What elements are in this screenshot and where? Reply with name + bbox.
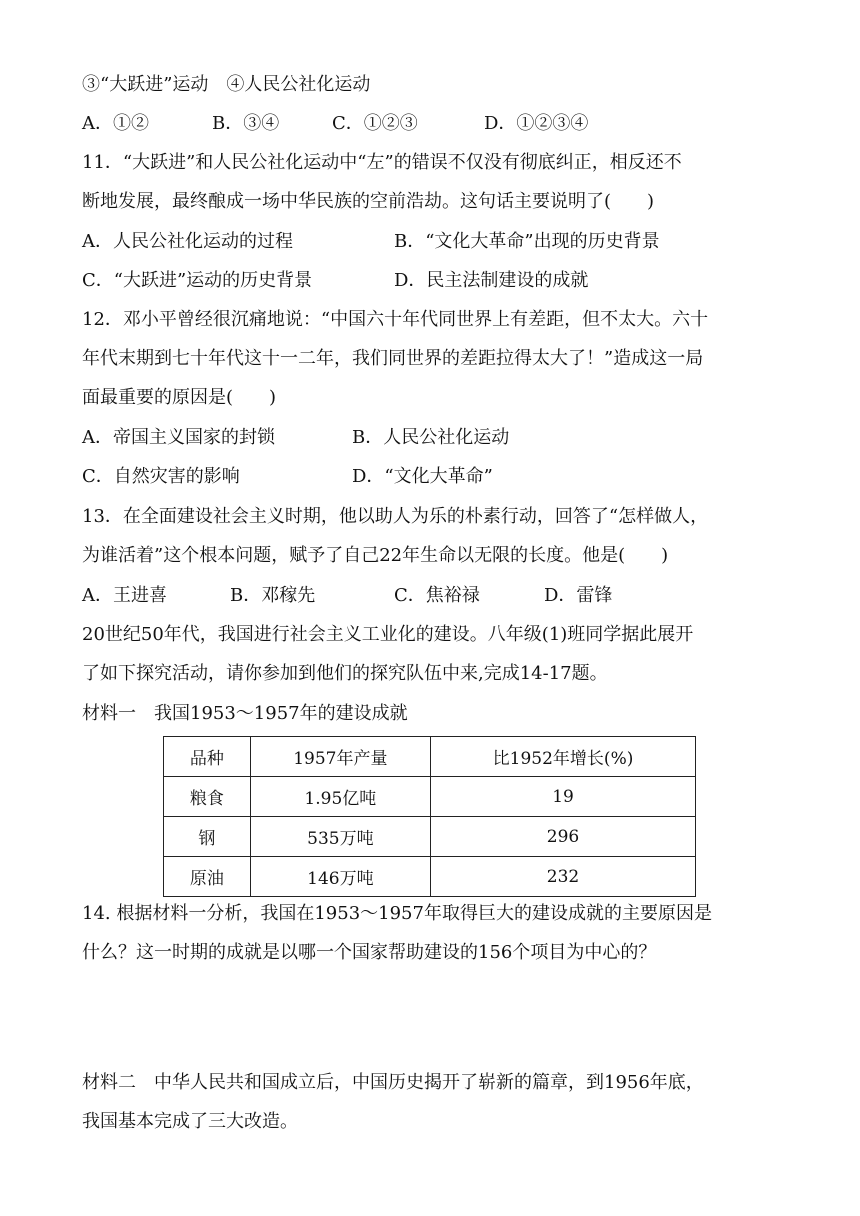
table-cell: 原油 [164, 857, 251, 897]
table-row [164, 777, 696, 817]
q11-text-line2: 断地发展，最终酿成一场中华民族的空前浩劫。这句话主要说明了( ) [82, 191, 655, 212]
q10-option-a: A．①② [82, 113, 149, 134]
table-cell: 1.95亿吨 [250, 777, 430, 817]
q11-option-b: B．“文化大革命”出现的历史背景 [394, 231, 660, 252]
table-header-row [164, 737, 696, 777]
material2-line2: 我国基本完成了三大改造。 [82, 1111, 298, 1132]
q11-option-c: C．“大跃进”运动的历史背景 [82, 270, 313, 291]
q10-option-b: B．③④ [212, 113, 280, 134]
q12-option-b: B．人民公社化运动 [352, 427, 510, 448]
q13-option-d: D．雷锋 [544, 585, 613, 606]
q12-option-c: C．自然灾害的影响 [82, 466, 240, 487]
table-header-cell: 1957年产量 [250, 737, 430, 777]
intro-line2: 了如下探究活动，请你参加到他们的探究队伍中来,完成14-17题。 [82, 663, 608, 684]
q11-text-line1: 11．“大跃进”和人民公社化运动中“左”的错误不仅没有彻底纠正，相反还不 [82, 152, 682, 173]
table-cell: 146万吨 [250, 857, 430, 897]
q11-option-a: A．人民公社化运动的过程 [82, 231, 293, 252]
table-cell: 535万吨 [250, 817, 430, 857]
q10-options-tail: ③“大跃进”运动 ④人民公社化运动 [82, 74, 371, 95]
table-row [164, 857, 696, 897]
q14-text-line1: 14. 根据材料一分析，我国在1953～1957年取得巨大的建设成就的主要原因是 [82, 903, 712, 924]
q11-option-d: D．民主法制建设的成就 [394, 270, 589, 291]
table-cell: 钢 [164, 817, 251, 857]
table-cell: 232 [431, 857, 696, 897]
q13-option-a: A．王进喜 [82, 585, 167, 606]
table-row [164, 817, 696, 857]
q10-option-c: C．①②③ [332, 113, 418, 134]
intro-line1: 20世纪50年代，我国进行社会主义工业化的建设。八年级(1)班同学据此展开 [82, 624, 694, 645]
q12-text-line1: 12．邓小平曾经很沉痛地说：“中国六十年代同世界上有差距，但不太大。六十 [82, 309, 709, 330]
q12-option-d: D．“文化大革命” [352, 466, 493, 487]
table-header-cell: 比1952年增长(%) [431, 737, 696, 777]
q13-option-b: B．邓稼先 [230, 585, 316, 606]
material1-title: 材料一 我国1953～1957年的建设成就 [82, 703, 408, 724]
table-cell: 19 [431, 777, 696, 817]
table-cell: 296 [431, 817, 696, 857]
q12-text-line3: 面最重要的原因是( ) [82, 387, 277, 408]
q14-text-line2: 什么？这一时期的成就是以哪一个国家帮助建设的156个项目为中心的？ [82, 942, 657, 963]
material1-table [163, 736, 696, 897]
q10-option-d: D．①②③④ [484, 113, 589, 134]
q13-text-line1: 13．在全面建设社会主义时期，他以助人为乐的朴素行动，回答了“怎样做人， [82, 506, 709, 527]
material2-line1: 材料二 中华人民共和国成立后，中国历史揭开了崭新的篇章，到1956年底， [82, 1072, 704, 1093]
q12-text-line2: 年代末期到七十年代这十一二年，我们同世界的差距拉得太大了！”造成这一局 [82, 348, 704, 369]
table-header-cell: 品种 [164, 737, 251, 777]
q12-option-a: A．帝国主义国家的封锁 [82, 427, 275, 448]
table-cell: 粮食 [164, 777, 251, 817]
q13-option-c: C．焦裕禄 [394, 585, 480, 606]
q13-text-line2: 为谁活着”这个根本问题，赋予了自己22年生命以无限的长度。他是( ) [82, 545, 669, 566]
